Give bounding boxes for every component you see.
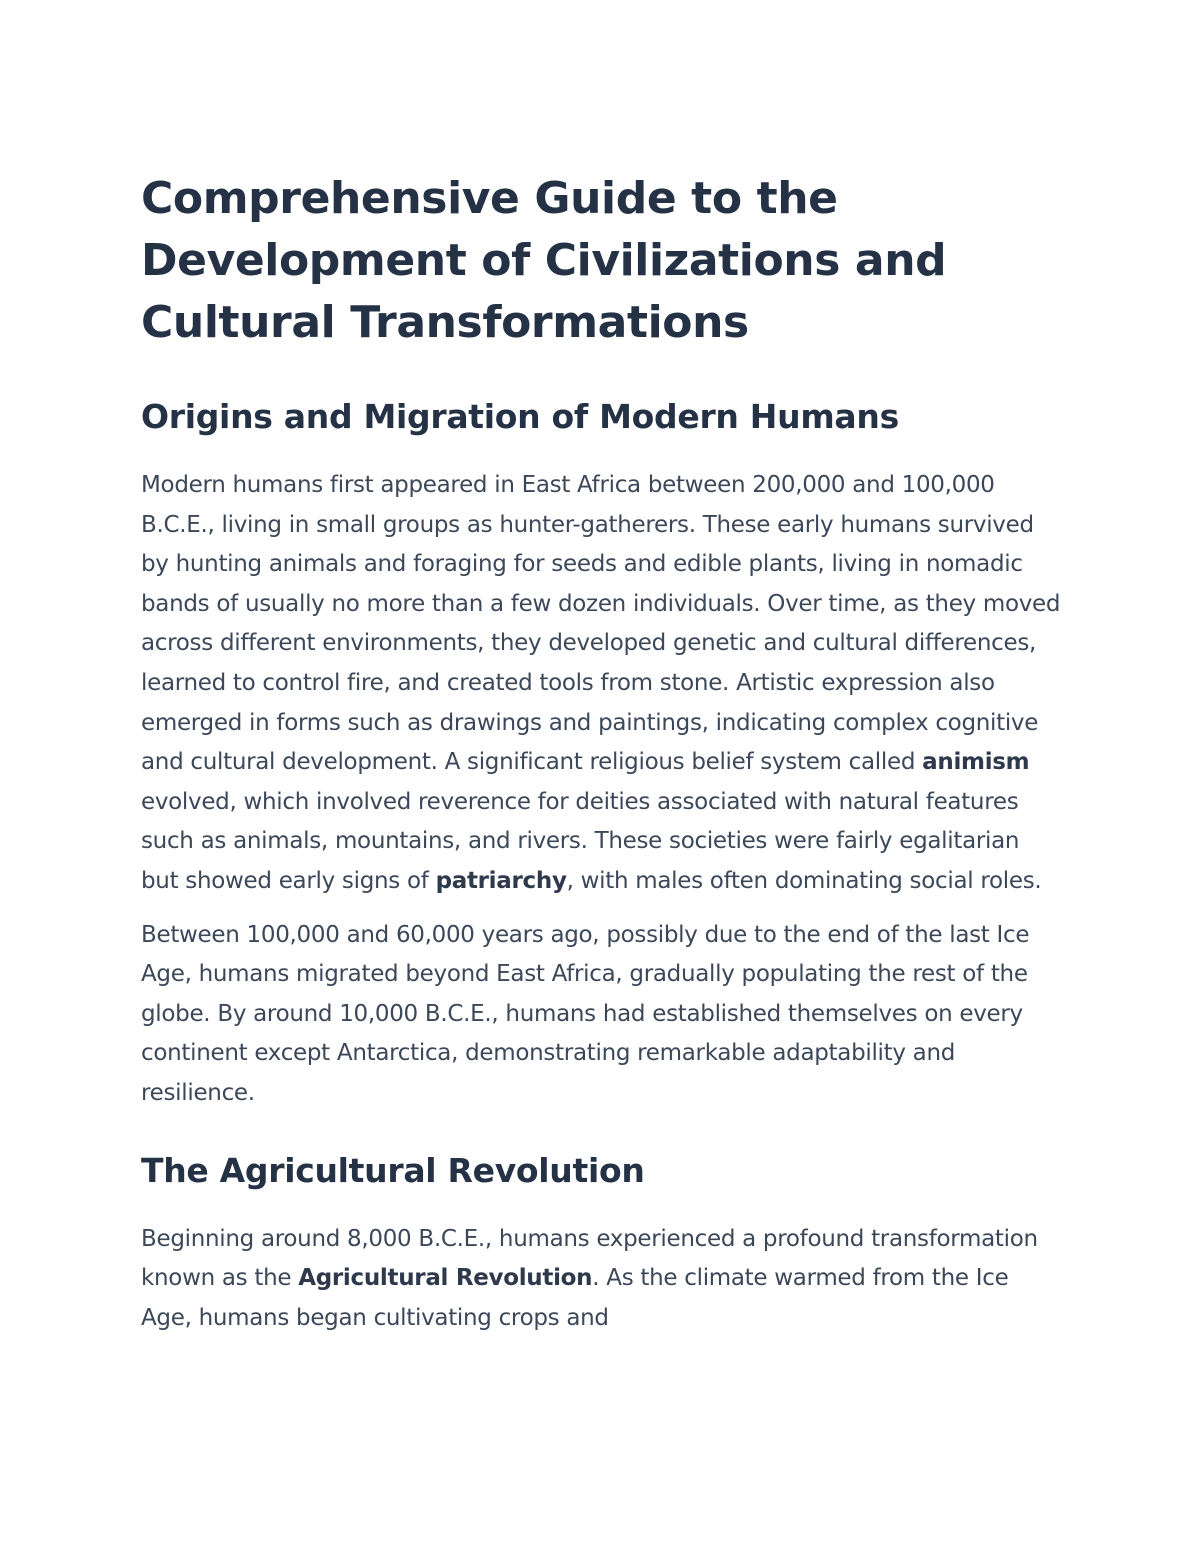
document-title: Comprehensive Guide to the Development of Civilizations and Cultural Transformations: [141, 173, 947, 348]
section-heading-origins: Origins and Migration of Modern Humans: [141, 397, 899, 436]
section-heading-agricultural-revolution: The Agricultural Revolution: [141, 1150, 645, 1190]
paragraph-text: evolved, which involved reverence for deities associated with natural features such as animals, mountains, and rivers. These societies were fairly egalitarian but showed early signs of: [141, 788, 1020, 894]
term-agricultural-revolution: Agricultural Revolution: [298, 1265, 593, 1292]
paragraph-text: . As the climate warmed from the Ice Age, humans began cultivating crops and: [141, 1265, 1009, 1331]
paragraph-text: , with males often dominating social roles.: [566, 867, 1042, 894]
term-animism: animism: [922, 749, 1030, 776]
term-patriarchy: patriarchy: [435, 867, 567, 894]
paragraph-origins-1: [141, 466, 1061, 902]
paragraph-agricultural-1: [141, 1220, 1061, 1339]
document-page: [141, 168, 1061, 1338]
paragraph-origins-2: Between 100,000 and 60,000 years ago, possibly due to the end of the last Ice Age, humans migrated beyond East Africa, gradually populating the rest of the globe. By around 10,000 B.C.E., humans had established themselves on every continent except Antarctica, demonstrating remarkable adaptability and resilience.: [141, 921, 1030, 1106]
paragraph-text: Beginning around 8,000 B.C.E., humans experienced a profound transformation known as the: [141, 1225, 1038, 1292]
paragraph-text: Modern humans first appeared in East Africa between 200,000 and 100,000 B.C.E., living in small groups as hunter-gatherers. These early humans survived by hunting animals and foraging for seeds and edible plants, living in nomadic bands of usually no more than a few dozen individuals. Over time, as they moved across different environments, they developed genetic and cultural differences, learned to control fire, and created tools from stone. Artistic expression also emerged in forms such as drawings and paintings, indicating complex cognitive and cultural development. A significant religious belief system called: [141, 472, 1061, 776]
